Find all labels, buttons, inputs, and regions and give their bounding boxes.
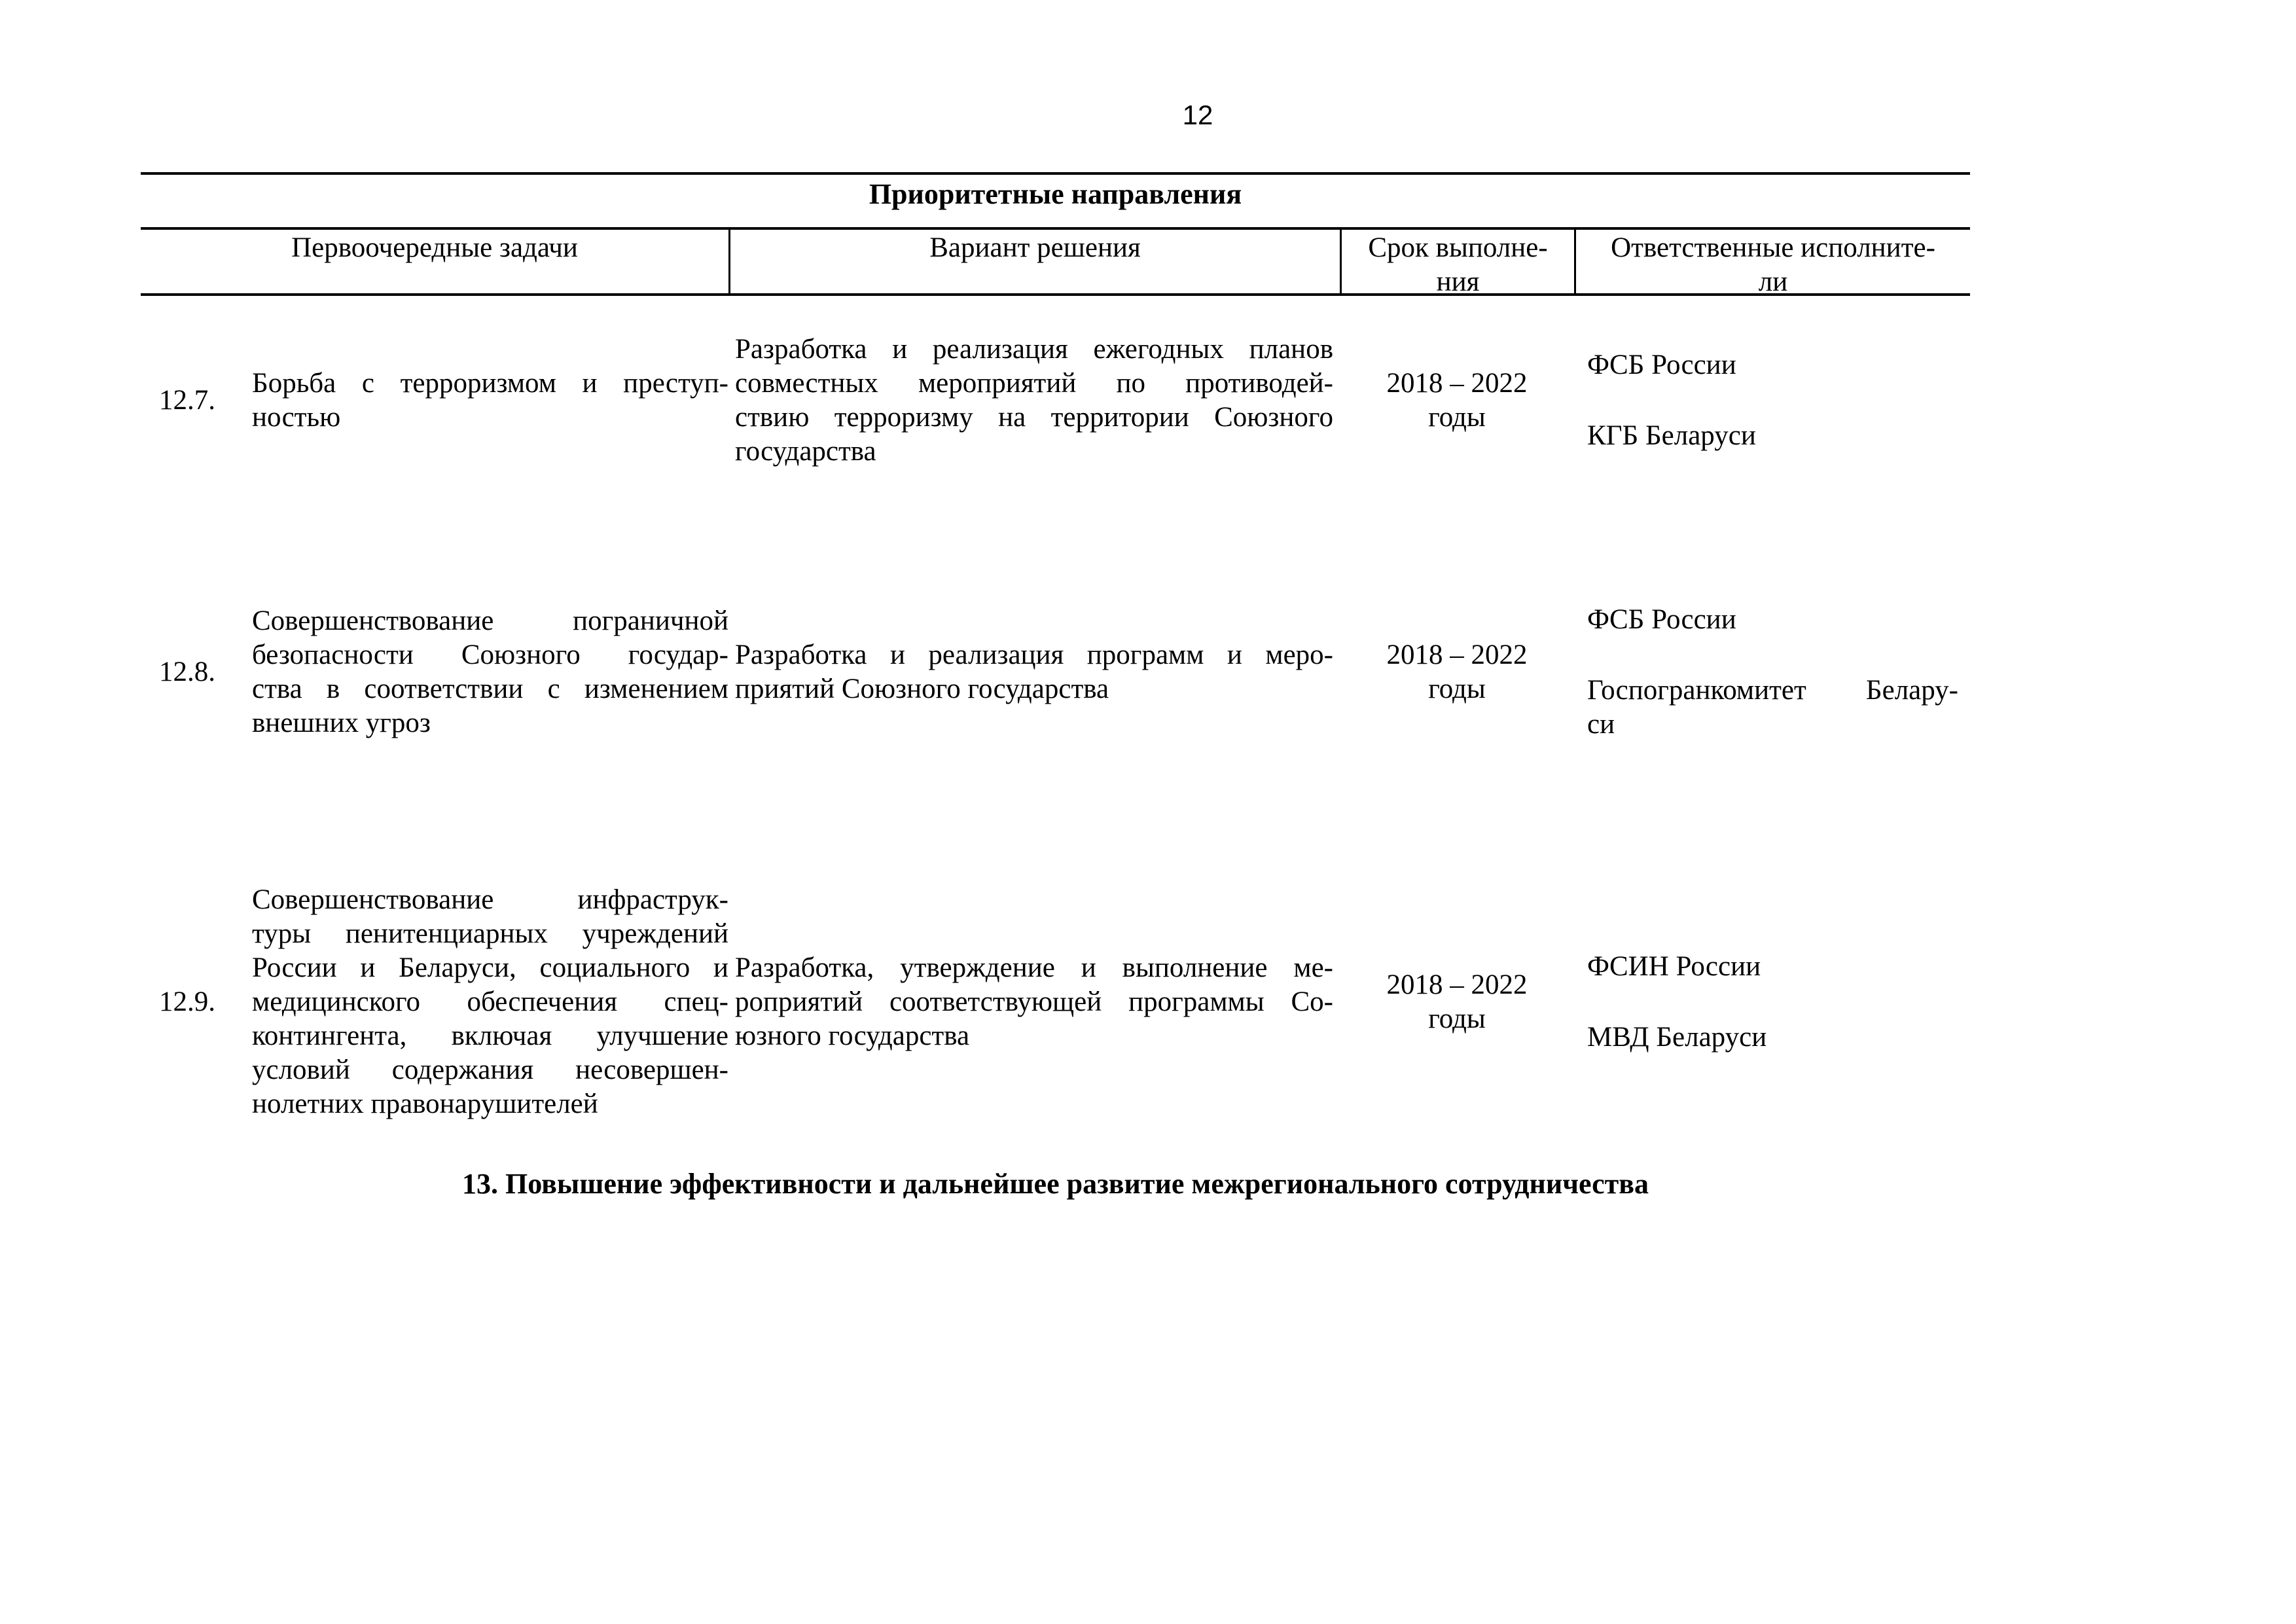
- table-title: Приоритетные направления: [869, 178, 1242, 210]
- task-line: нолетних правонарушителей: [252, 1089, 598, 1119]
- term-cell: [1340, 839, 1574, 1165]
- task-line: туры пенитенциарных учреждений: [252, 918, 728, 949]
- responsible-org: МВД Беларуси: [1587, 1022, 1767, 1053]
- term-years-word: годы: [1428, 1003, 1486, 1034]
- table-title-row: [141, 175, 1970, 227]
- term-years: 2018 – 2022: [1386, 368, 1528, 399]
- responsible-org: Госпогранкомитет Белару-: [1587, 675, 1958, 706]
- task-line: безопасности Союзного государ-: [252, 640, 728, 670]
- solution-line: роприятий соответствующей программы Со-: [735, 986, 1333, 1017]
- term-cell: [1340, 296, 1574, 505]
- row-number: 12.7.: [159, 385, 215, 416]
- header-col-term-line1: Срок выполне-: [1368, 232, 1548, 263]
- table-header-row: [141, 230, 1970, 297]
- page-number: 12: [1182, 99, 1213, 130]
- solution-line: юзного государства: [735, 1020, 970, 1051]
- task-line: Борьба с терроризмом и преступ-: [252, 368, 728, 399]
- term-years: 2018 – 2022: [1386, 640, 1528, 670]
- solution-line: Разработка и реализация программ и меро-: [735, 640, 1333, 670]
- solution-cell: [728, 839, 1340, 1165]
- header-col-solution-label: Вариант решения: [929, 232, 1141, 263]
- task-line: внешних угроз: [252, 708, 431, 738]
- row-number-cell: [141, 505, 252, 839]
- task-cell: [252, 505, 728, 839]
- task-line: Совершенствование пограничной: [252, 605, 728, 636]
- priorities-table: [141, 172, 1970, 1165]
- task-line: контингента, включая улучшение: [252, 1020, 728, 1051]
- term-years-word: годы: [1428, 674, 1486, 704]
- task-line: ностью: [252, 402, 341, 433]
- row-number-cell: [141, 839, 252, 1165]
- term-cell: [1340, 505, 1574, 839]
- header-col-tasks-label: Первоочередные задачи: [291, 232, 578, 263]
- task-line: Совершенствование инфраструк-: [252, 884, 728, 915]
- section-13-heading: 13. Повышение эффективности и дальнейшее развитие межрегионального сотрудничества: [461, 1168, 1649, 1200]
- responsible-cell: [1574, 296, 1970, 505]
- term-years-word: годы: [1428, 402, 1486, 433]
- header-col-term: [1340, 230, 1574, 297]
- header-col-tasks: [141, 230, 728, 293]
- responsible-org: ФСИН России: [1587, 951, 1761, 982]
- responsible-org: си: [1587, 709, 1615, 740]
- solution-line: ствию терроризму на территории Союзного: [735, 402, 1333, 433]
- solution-cell: [728, 505, 1340, 839]
- responsible-org: ФСБ России: [1587, 604, 1736, 635]
- solution-line: государства: [735, 436, 876, 467]
- responsible-cell: [1574, 839, 1970, 1165]
- task-line: медицинского обеспечения спец-: [252, 986, 728, 1017]
- responsible-cell: [1574, 505, 1970, 839]
- task-line: ства в соответствии с изменением: [252, 674, 728, 704]
- task-line: России и Беларуси, социального и: [252, 952, 728, 983]
- row-number: 12.8.: [159, 657, 215, 687]
- responsible-org: ФСБ России: [1587, 350, 1736, 380]
- table-row-12-8: [141, 505, 1970, 839]
- header-col-solution: [728, 230, 1340, 293]
- task-cell: [252, 839, 728, 1165]
- header-col-resp-line2: ли: [1758, 266, 1788, 297]
- solution-cell: [728, 296, 1340, 505]
- solution-line: совместных мероприятий по противодей-: [735, 368, 1333, 399]
- task-line: условий содержания несовершен-: [252, 1055, 728, 1085]
- solution-line: Разработка, утверждение и выполнение ме-: [735, 952, 1333, 983]
- paragraph-gap: [1587, 382, 1958, 419]
- term-years: 2018 – 2022: [1386, 969, 1528, 1000]
- table-row-12-7: [141, 296, 1970, 505]
- row-number: 12.9.: [159, 986, 215, 1017]
- paragraph-gap: [1587, 984, 1958, 1020]
- task-cell: [252, 296, 728, 505]
- solution-line: приятий Союзного государства: [735, 674, 1109, 704]
- solution-line: Разработка и реализация ежегодных планов: [735, 334, 1333, 365]
- header-col-resp-line1: Ответственные исполните-: [1611, 232, 1935, 263]
- header-col-term-line2: ния: [1436, 266, 1480, 297]
- paragraph-gap: [1587, 637, 1958, 674]
- table-row-12-9: [141, 839, 1970, 1165]
- responsible-org: КГБ Беларуси: [1587, 420, 1756, 451]
- row-number-cell: [141, 296, 252, 505]
- header-col-resp: [1574, 230, 1970, 297]
